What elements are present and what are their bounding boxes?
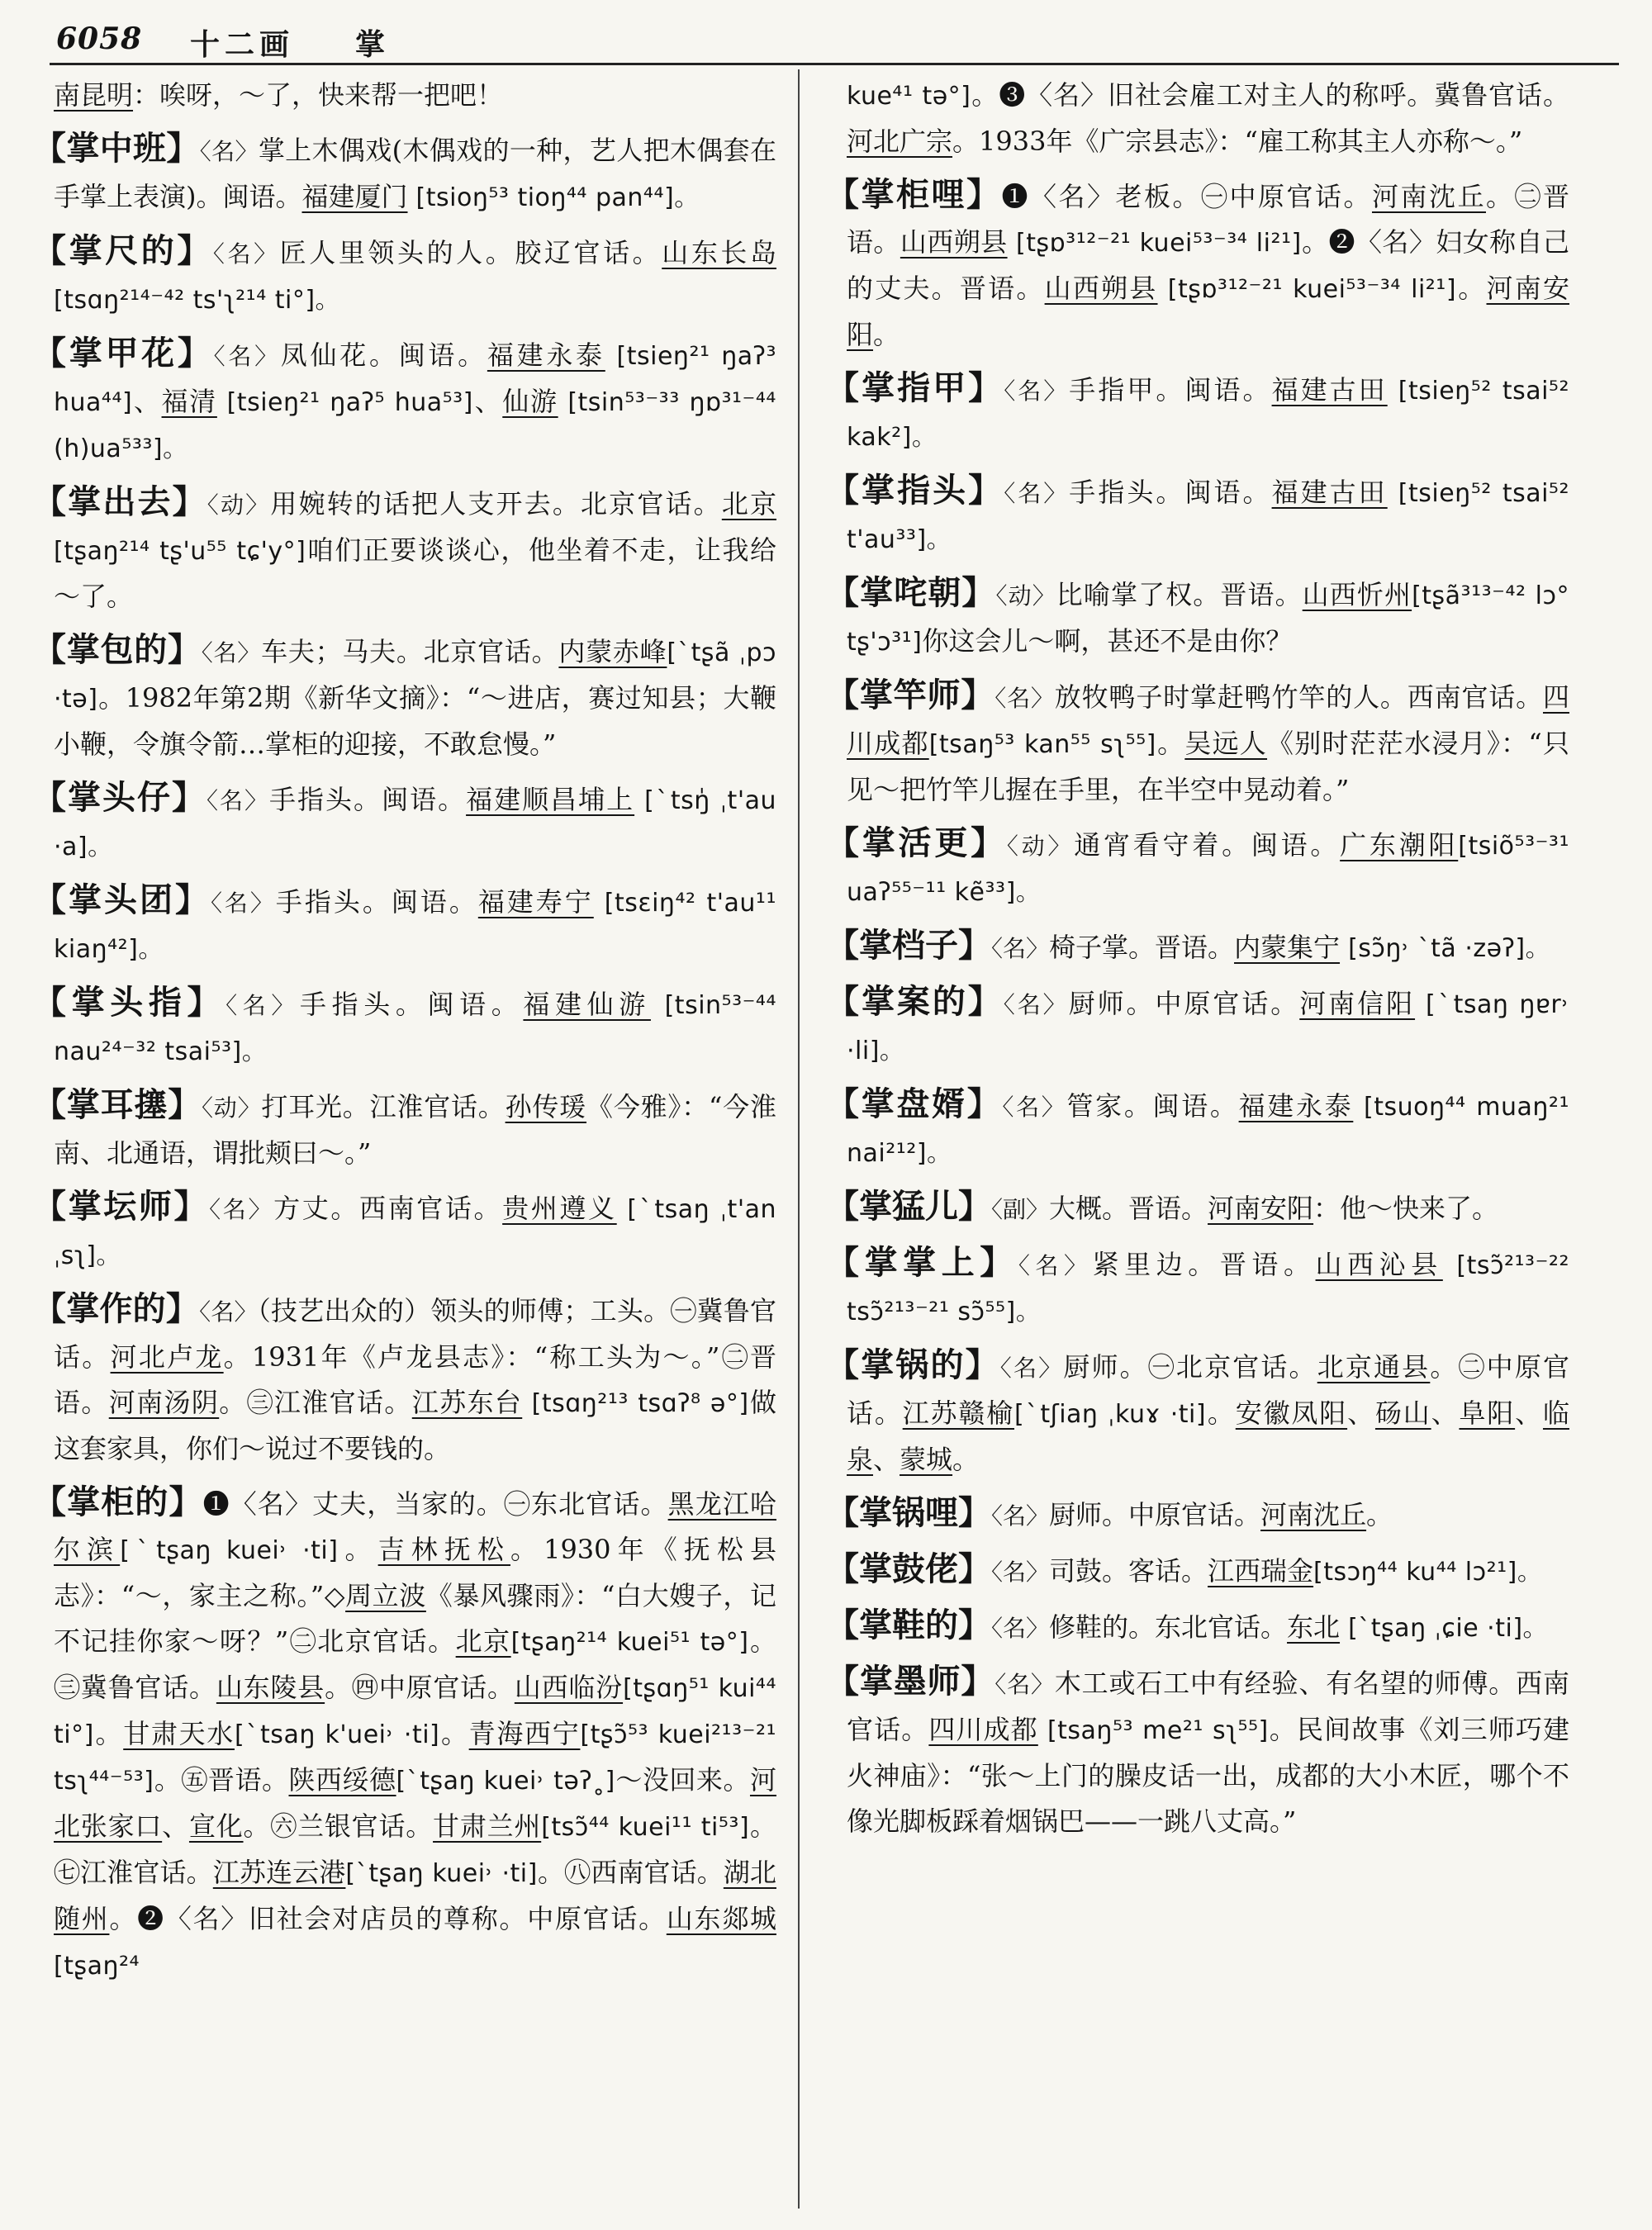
entry-headword: 【掌头仔】	[33, 779, 207, 817]
entry-headword: 【掌猛儿】	[826, 1188, 991, 1226]
definition-text: 。	[338, 1534, 378, 1565]
dictionary-entry	[826, 1491, 1569, 1539]
definition-text: ～没回来。	[615, 1764, 750, 1796]
definition-text: 手指头。闽语。	[1069, 477, 1272, 508]
definition-text: 。㊆江淮官话。	[54, 1810, 776, 1888]
locality-name: 内蒙集宁	[1234, 932, 1341, 963]
locality-name: 福建永泰	[487, 339, 605, 371]
definition-text: 修鞋的。东北官话。	[1049, 1611, 1288, 1643]
locality-name: 阜阳	[1459, 1397, 1516, 1429]
phonetic-transcription: [tsieŋ²¹ ŋaʔ⁵ hua⁵³]	[216, 388, 473, 417]
definition-text: 、	[472, 386, 503, 417]
entry-headword: 【掌中班】	[33, 130, 200, 168]
definition-text: 。㊅兰银官话。	[243, 1810, 434, 1842]
locality-name: 福建古田	[1271, 477, 1388, 508]
phonetic-transcription: [tsɑŋ²¹⁴⁻⁴² ts'ʅ²¹⁴ ti°]。	[54, 286, 341, 315]
definition-text: 《暴风骤雨》：“白大嫂子，记不记挂你家～呀？”㊁北京官话。	[54, 1580, 776, 1657]
entry-headword: 【掌活更】	[826, 824, 1007, 862]
entry-headword: 【掌盘婿】	[826, 1085, 1003, 1123]
definition-text: 凤仙花。闽语。	[280, 339, 487, 371]
phonetic-transcription: [ˋtʃiaŋ ˌkuɤ ·ti]	[1014, 1400, 1207, 1429]
locality-name: 福建寿宁	[477, 886, 594, 918]
part-of-speech: 〈名〉	[999, 1355, 1064, 1382]
part-of-speech: 〈副〉	[991, 1196, 1050, 1223]
locality-name: 江苏赣榆	[902, 1397, 1014, 1429]
entry-headword: 【掌咤朝】	[826, 574, 996, 612]
phonetic-transcription: [tsiõ⁵³⁻³¹ uaʔ⁵⁵⁻¹¹ kẽ³³]。	[847, 832, 1569, 907]
header-character: 掌	[355, 27, 386, 62]
definition-text: 。1982年第2期《新华文摘》：“～进店，赛过知县；大鞭小鞭，令旗令箭…掌柜的迎接，不敢怠慢。”	[54, 682, 776, 760]
locality-name: 河北卢龙	[110, 1341, 224, 1373]
definition-text: 。民间故事《刘三师巧建火神庙》：“张～上门的臊皮话一出，成都的大小木匠，哪个不像光脚板踩着烟锅巴——一跳八丈高。”	[847, 1714, 1569, 1837]
entry-headword: 【掌甲花】	[33, 334, 214, 372]
locality-name: 河南安阳	[1208, 1193, 1314, 1224]
locality-name: 河南沈丘	[1371, 181, 1486, 212]
definition-text: （技艺出众的）领头的师傅；工头。㊀冀鲁官话。	[54, 1295, 776, 1373]
part-of-speech: 〈名〉	[1002, 1094, 1067, 1121]
definition-text: 。1933年《广宗县志》：“雇工称其主人亦称～。”	[952, 126, 1523, 157]
part-of-speech: 〈动〉	[1006, 833, 1075, 860]
entry-headword: 【掌档子】	[826, 927, 991, 965]
locality-name: 江苏连云港	[212, 1857, 346, 1888]
entry-headword: 【掌头指】	[33, 984, 226, 1022]
definition-text: 比喻掌了权。晋语。	[1056, 579, 1303, 610]
dictionary-entry	[826, 1659, 1569, 1844]
definition-text: 。㊂冀鲁官话。	[54, 1625, 776, 1703]
phonetic-transcription: [tsioŋ⁵³ tioŋ⁴⁴ pan⁴⁴]。	[407, 183, 700, 212]
locality-name: 河南汤阴	[108, 1387, 220, 1418]
definition-text: 手指头。闽语。	[269, 784, 467, 815]
locality-name: 北京	[721, 488, 776, 520]
definition-text: 。1931年《卢龙县志》：“称工头为～。”㊁晋语。	[54, 1341, 776, 1418]
definition-text: 匠人里领头的人。胶辽官话。	[279, 237, 662, 268]
page-header	[50, 15, 1619, 62]
definition-text: 厨师。㊀北京官话。	[1063, 1351, 1317, 1383]
definition-text: 。	[93, 1718, 124, 1749]
locality-name: 福建顺昌埔上	[466, 784, 635, 815]
locality-name: 吉林抚松	[377, 1534, 510, 1565]
dictionary-entry	[33, 1480, 776, 1989]
part-of-speech: 〈名〉	[199, 1298, 258, 1326]
locality-name: 内蒙赤峰	[558, 636, 667, 667]
column-divider	[798, 69, 800, 2209]
locality-name: 南昆明	[54, 79, 134, 111]
definition-text: ：唉呀，～了，快来帮一把吧！	[133, 79, 504, 111]
locality-name: 河北广宗	[847, 126, 953, 157]
entry-headword: 【掌头团】	[33, 881, 211, 919]
locality-name: 江苏东台	[411, 1387, 523, 1418]
phonetic-transcription: [sɔ̃ŋ˒ ˋtã ·zəʔ]。	[1340, 934, 1551, 963]
phonetic-transcription: [tsɔŋ⁴⁴ ku⁴⁴ lɔ²¹]。	[1313, 1558, 1543, 1587]
phonetic-transcription: [tsɛiŋ⁴² t'au¹¹ kiaŋ⁴²]。	[54, 889, 776, 964]
locality-name: 宣化	[188, 1810, 244, 1842]
phonetic-transcription: [tʂaŋ²¹⁴ kuei⁵¹ tə°]	[510, 1628, 749, 1657]
part-of-speech: 〈名〉	[995, 1671, 1055, 1698]
definition-text: 。	[1206, 1397, 1236, 1429]
phonetic-transcription: [tsaŋ⁵³ kan⁵⁵ sʅ⁵⁵]	[928, 730, 1156, 759]
dictionary-entry	[826, 673, 1569, 813]
part-of-speech: 〈名〉	[209, 1196, 274, 1223]
part-of-speech: 〈名〉	[1004, 480, 1070, 507]
locality-name: 山东郯城	[666, 1903, 776, 1934]
part-of-speech: 〈动〉	[206, 491, 271, 519]
dictionary-entry	[826, 980, 1569, 1074]
locality-name: 福清	[161, 386, 217, 417]
phonetic-transcription: [tsɔ̃²¹³⁻²² tsɔ̃²¹³⁻²¹ sɔ̃⁵⁵]。	[847, 1251, 1569, 1326]
locality-name: 山西朔县	[1044, 273, 1158, 304]
locality-name: 河南信阳	[1299, 988, 1416, 1019]
definition-text: 。	[1456, 273, 1487, 304]
dictionary-entry	[33, 878, 776, 972]
definition-text: 。	[1366, 1499, 1393, 1530]
definition-text: 大概。晋语。	[1049, 1193, 1208, 1224]
dictionary-entry	[33, 229, 776, 323]
dictionary-entry	[33, 331, 776, 472]
definition-text: 放牧鸭子时掌赶鸭竹竿的人。西南官话。	[1054, 681, 1543, 713]
entry-headword: 【掌出去】	[33, 483, 207, 521]
phonetic-transcription: kue⁴¹ tə°]	[847, 82, 971, 111]
locality-name: 江西瑞金	[1208, 1555, 1314, 1587]
definition-text: 。❷〈名〉妇女称自己的丈夫。晋语。	[847, 226, 1569, 304]
definition-text: 打耳光。江淮官话。	[261, 1091, 506, 1122]
part-of-speech: 〈名〉	[991, 935, 1050, 962]
phonetic-transcription: [tʂɑŋ⁵¹ kui⁴⁴ ti°]	[54, 1674, 776, 1749]
locality-name: 临泉	[847, 1397, 1569, 1475]
definition-text: 。㊁中原官话。	[847, 1351, 1569, 1429]
locality-name: 山东长岛	[662, 237, 776, 268]
part-of-speech: 〈名〉	[199, 138, 259, 165]
dictionary-entry	[826, 1082, 1569, 1176]
phonetic-transcription: [tsɑŋ²¹³ tsɑʔ⁸ ə°]	[522, 1389, 749, 1418]
definition-text: 厨师。中原官话。	[1049, 1499, 1261, 1530]
definition-text: 你这会儿～啊，甚还不是由你？	[922, 625, 1293, 657]
dictionary-entry	[33, 980, 776, 1075]
locality-name: 周立波	[345, 1580, 426, 1611]
part-of-speech: 〈名〉	[206, 787, 270, 814]
phonetic-transcription: [ˋtʂaŋ ˌɕie ·ti]。	[1340, 1614, 1549, 1643]
phonetic-transcription: [tsieŋ⁵² tsai⁵² kak²]。	[847, 377, 1569, 452]
dictionary-entry	[826, 571, 1569, 665]
locality-name: 青海西宁	[468, 1718, 581, 1749]
definition-text: 。㊇西南官话。	[537, 1857, 724, 1888]
definition-text: 用婉转的话把人支开去。北京官话。	[270, 488, 722, 520]
part-of-speech: 〈动〉	[995, 582, 1056, 610]
definition-text: 。1930年《抚松县志》：“～，家主之称。”◇	[54, 1534, 776, 1611]
definition-text: 咱们正要谈谈心，他坐着不走，让我给～了。	[54, 534, 776, 612]
locality-name: 四川成都	[928, 1714, 1038, 1745]
locality-name: 黑龙江哈尔滨	[54, 1488, 776, 1565]
definition-text: 管家。闽语。	[1066, 1090, 1239, 1122]
phonetic-transcription: [tʂɒ³¹²⁻²¹ kuei⁵³⁻³⁴ li²¹]	[1007, 229, 1302, 258]
locality-name: 仙游	[502, 386, 558, 417]
dictionary-entry	[826, 73, 1569, 164]
dictionary-entry	[826, 1241, 1569, 1335]
part-of-speech: 〈名〉	[225, 992, 301, 1019]
entry-headword: 【掌柜哩】	[826, 176, 1002, 214]
part-of-speech: 〈名〉	[991, 1502, 1050, 1530]
dictionary-entry	[33, 126, 776, 221]
locality-name: 蒙城	[900, 1444, 953, 1475]
definition-text: 厨师。中原官话。	[1068, 988, 1300, 1019]
part-of-speech: 〈名〉	[1018, 1252, 1093, 1279]
definition-text: 《别时茫茫水浸月》：“只见～把竹竿儿握在手里，在半空中晃动着。”	[847, 728, 1569, 805]
locality-name: 东北	[1287, 1611, 1341, 1643]
definition-text: 、	[1431, 1397, 1460, 1429]
entry-headword: 【掌包的】	[33, 631, 202, 669]
phonetic-transcription: [tsaŋ⁵³ me²¹ sʅ⁵⁵]	[1037, 1716, 1269, 1745]
definition-text: 通宵看守着。闽语。	[1074, 829, 1341, 861]
definition-text: 、	[1347, 1397, 1375, 1429]
definition-text: 车夫；马夫。北京官话。	[261, 636, 559, 667]
dictionary-entry	[826, 366, 1569, 460]
definition-text: 做这套家具，你们～说过不要钱的。	[54, 1387, 776, 1464]
phonetic-transcription: [ˋtʂaŋ kuei˒ ·ti]	[120, 1536, 339, 1565]
definition-text: 。㊃中原官话。	[325, 1672, 515, 1703]
locality-name: 山西朔县	[900, 226, 1008, 258]
part-of-speech: 〈名〉	[213, 343, 281, 370]
definition-text: 掌上木偶戏(木偶戏的一种，艺人把木偶套在手掌上表演)。闽语。	[54, 135, 776, 212]
left-column	[33, 73, 776, 2212]
definition-text: 、	[162, 1810, 189, 1842]
dictionary-entry	[33, 73, 776, 118]
part-of-speech: 〈名〉	[210, 890, 276, 917]
definition-text: 方丈。西南官话。	[273, 1193, 503, 1224]
dictionary-entry	[826, 1343, 1569, 1483]
entry-headword: 【掌鼓佬】	[826, 1550, 991, 1588]
locality-name: 安徽凤阳	[1235, 1397, 1348, 1429]
locality-name: 北京通县	[1317, 1351, 1431, 1383]
phonetic-transcription: [tʂaŋ²¹⁴ tʂ'u⁵⁵ tɕ'y°]	[54, 537, 306, 566]
part-of-speech: 〈名〉	[991, 1615, 1050, 1642]
dictionary-entry	[33, 1184, 776, 1279]
dictionary-entry	[33, 1287, 776, 1472]
entry-headword: 【掌尺的】	[33, 232, 213, 270]
entry-headword: 【掌锅的】	[826, 1346, 1000, 1384]
locality-name: 贵州遵义	[502, 1193, 617, 1224]
definition-text: 。	[873, 319, 900, 350]
part-of-speech: 〈名〉	[212, 240, 280, 268]
entry-headword: 【掌柜的】	[33, 1483, 203, 1521]
definition-text: 。❷〈名〉旧社会对店员的尊称。中原官话。	[109, 1903, 667, 1934]
page-number: 6058	[56, 21, 143, 56]
dictionary-entry	[33, 480, 776, 619]
entry-headword: 【掌作的】	[33, 1290, 200, 1328]
locality-name: 北京	[455, 1625, 511, 1657]
phonetic-transcription: [ˋtʂaŋ kuei˒ ·ti]	[345, 1859, 538, 1888]
dictionary-entry	[826, 1603, 1569, 1651]
phonetic-transcription: [ˋtsŋ̍ ˌt'au ·a]。	[54, 786, 776, 861]
entry-headword: 【掌坛师】	[33, 1188, 210, 1226]
entry-headword: 【掌指头】	[826, 472, 1004, 510]
section-label: 十二画	[190, 27, 295, 62]
part-of-speech: 〈名〉	[201, 639, 262, 667]
dictionary-entry	[826, 821, 1569, 915]
entry-headword: 【掌掌上】	[826, 1244, 1018, 1282]
definition-text: ❶〈名〉老板。㊀中原官话。	[1001, 181, 1372, 212]
entry-headword: 【掌墨师】	[826, 1663, 995, 1701]
phonetic-transcription: [ˋtsaŋ ŋɐr˒ ·li]。	[847, 990, 1569, 1065]
definition-text: 、	[132, 386, 162, 417]
dictionary-entry	[826, 1547, 1569, 1595]
locality-name: 山西忻州	[1302, 579, 1412, 610]
definition-text: 木工或石工中有经验、有名望的师傅。西南官话。	[847, 1668, 1569, 1745]
phonetic-transcription: [tsin⁵³⁻³³ ŋɒ³¹⁻⁴⁴ (h)ua⁵³³]。	[54, 388, 776, 463]
definition-text: 。㊁晋语。	[847, 181, 1569, 258]
locality-name: 广东潮阳	[1340, 829, 1459, 861]
entry-headword: 【掌耳㩙】	[33, 1086, 202, 1124]
definition-text: 手指头。闽语。	[300, 989, 524, 1020]
locality-name: 陕西绥德	[288, 1764, 396, 1796]
dictionary-entry	[33, 776, 776, 870]
locality-name: 福建古田	[1271, 374, 1388, 406]
entry-headword: 【掌案的】	[826, 983, 1004, 1021]
locality-name: 山西临汾	[514, 1672, 624, 1703]
phonetic-transcription: [tsieŋ⁵² tsai⁵² t'au³³]。	[847, 479, 1569, 554]
phonetic-transcription: [ˋtʂaŋ kuei˒ təʔ˳]	[396, 1767, 615, 1796]
definition-text: 《今雅》：“今淮南、北通语，谓批颊曰～。”	[54, 1091, 776, 1169]
part-of-speech: 〈名〉	[991, 1559, 1050, 1586]
definition-text: 。	[439, 1718, 469, 1749]
header-rule	[50, 63, 1619, 65]
definition-text: 司鼓。客话。	[1049, 1555, 1208, 1587]
definition-text: 。㊄晋语。	[154, 1764, 289, 1796]
definition-text: 手指头。闽语。	[275, 886, 478, 918]
definition-text: ：他～快来了。	[1313, 1193, 1499, 1224]
locality-name: 河南安阳	[847, 273, 1569, 350]
locality-name: 山东陵县	[216, 1672, 325, 1703]
locality-name: 四川成都	[847, 681, 1569, 759]
dictionary-entry	[826, 923, 1569, 971]
dictionary-entry	[826, 468, 1569, 562]
part-of-speech: 〈名〉	[1003, 991, 1069, 1018]
dictionary-entry	[33, 1083, 776, 1176]
locality-name: 山西沁县	[1315, 1249, 1443, 1280]
dictionary-entry	[826, 1184, 1569, 1232]
phonetic-transcription: [ˋtʂã ˌpɔ ·tə]	[54, 638, 776, 714]
locality-name: 甘肃天水	[123, 1718, 235, 1749]
definition-text: 、	[873, 1444, 900, 1475]
definition-text: ❶〈名〉丈夫，当家的。㊀东北官话。	[202, 1488, 668, 1520]
dictionary-entry	[826, 173, 1569, 358]
definition-text: 。	[952, 1444, 980, 1475]
definition-text: 。㊂江淮官话。	[219, 1387, 412, 1418]
definition-text: 紧里边。晋语。	[1092, 1249, 1316, 1280]
part-of-speech: 〈名〉	[995, 685, 1055, 712]
definition-text: 、	[1515, 1397, 1543, 1429]
definition-text: 椅子掌。晋语。	[1049, 932, 1235, 963]
phonetic-transcription: [ˋtsaŋ ˌt'an ˌsʅ]。	[54, 1195, 776, 1270]
entry-headword: 【掌鞋的】	[826, 1606, 991, 1644]
locality-name: 福建永泰	[1238, 1090, 1354, 1122]
phonetic-transcription: [tsuoŋ⁴⁴ muaŋ²¹ nai²¹²]。	[847, 1093, 1569, 1168]
definition-text: 。❸〈名〉旧社会雇工对主人的称呼。冀鲁官话。	[971, 79, 1569, 111]
phonetic-transcription: [tʂɔ̃⁵³ kuei²¹³⁻²¹ tsʅ⁴⁴⁻⁵³]	[54, 1720, 776, 1796]
entry-headword: 【掌指甲】	[826, 369, 1004, 407]
part-of-speech: 〈名〉	[1004, 377, 1070, 405]
part-of-speech: 〈动〉	[202, 1094, 262, 1122]
phonetic-transcription: [tʂã³¹³⁻⁴² lɔ° tʂ'ɔ³¹]	[847, 581, 1569, 657]
locality-name: 甘肃兰州	[433, 1810, 542, 1842]
locality-name: 福建厦门	[301, 181, 408, 212]
phonetic-transcription: [tʂɒ³¹²⁻²¹ kuei⁵³⁻³⁴ li²¹]	[1157, 275, 1457, 304]
phonetic-transcription: [tsɔ̃⁴⁴ kuei¹¹ ti⁵³]	[541, 1813, 750, 1842]
locality-name: 河北张家口	[54, 1764, 776, 1842]
locality-name: 砀山	[1374, 1397, 1431, 1429]
locality-name: 福建仙游	[523, 989, 651, 1020]
dictionary-entry	[33, 628, 776, 767]
right-column	[826, 73, 1569, 2212]
locality-name: 河南沈丘	[1260, 1499, 1367, 1530]
locality-name: 孙传瑗	[505, 1091, 587, 1122]
definition-text: 。	[1156, 728, 1185, 759]
entry-headword: 【掌竿师】	[826, 676, 995, 714]
locality-name: 吴远人	[1184, 728, 1268, 759]
entry-headword: 【掌锅哩】	[826, 1494, 991, 1532]
phonetic-transcription: [tʂaŋ²⁴	[54, 1952, 140, 1981]
phonetic-transcription: [tsin⁵³⁻⁴⁴ nau²⁴⁻³² tsai⁵³]。	[54, 991, 776, 1066]
locality-name: 湖北随州	[54, 1857, 776, 1934]
phonetic-transcription: [ˋtsaŋ k'uei˒ ·ti]	[234, 1720, 440, 1749]
definition-text: 手指甲。闽语。	[1069, 374, 1272, 406]
phonetic-transcription: [tsieŋ²¹ ŋaʔ³ hua⁴⁴]	[54, 342, 776, 417]
